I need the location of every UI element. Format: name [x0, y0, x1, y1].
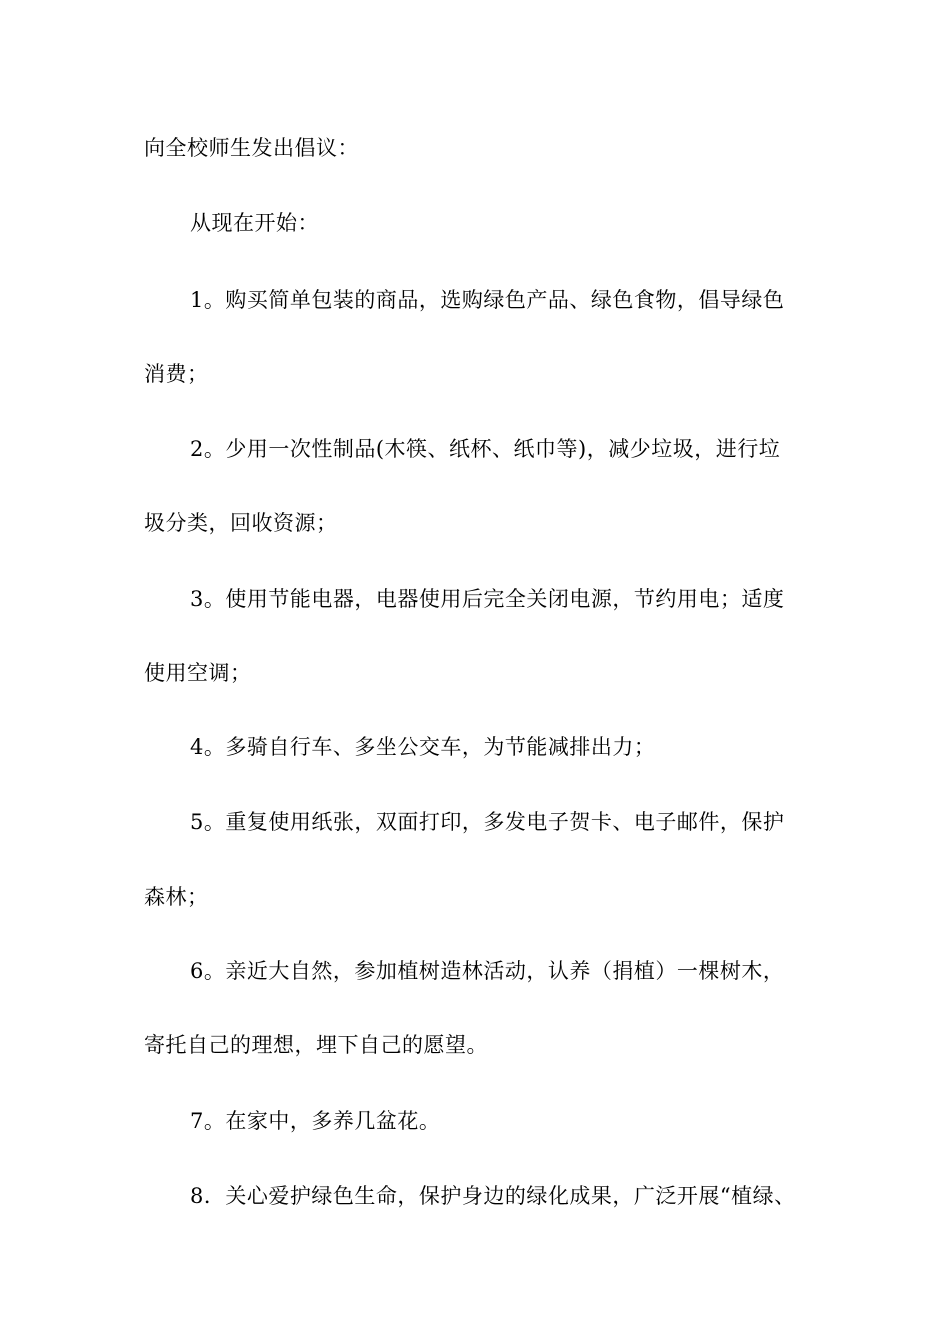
- start-line: 从现在开始：: [190, 211, 319, 235]
- item-5-line-1: 5。重复使用纸张，双面打印，多发电子贺卡、电子邮件，保护: [190, 810, 785, 834]
- item-1-line-1: 1。购买简单包装的商品，选购绿色产品、绿色食物，倡导绿色: [190, 288, 785, 312]
- item-7-line-1: 7。在家中，多养几盆花。: [190, 1109, 441, 1133]
- item-4-line-1: 4。多骑自行车、多坐公交车，为节能减排出力；: [190, 735, 656, 759]
- item-3-line-1: 3。使用节能电器，电器使用后完全关闭电源，节约用电；适度: [190, 587, 785, 611]
- item-1-line-2: 消费；: [144, 362, 209, 386]
- item-3-line-2: 使用空调；: [144, 661, 252, 685]
- item-2-line-2: 圾分类，回收资源；: [144, 511, 338, 535]
- item-5-line-2: 森林；: [144, 885, 209, 909]
- item-2-line-1: 2。少用一次性制品(木筷、纸杯、纸巾等)，减少垃圾，进行垃: [190, 437, 781, 461]
- item-8-line-1: 8．关心爱护绿色生命，保护身边的绿化成果，广泛开展“植绿、: [190, 1184, 796, 1208]
- item-6-line-2: 寄托自己的理想，埋下自己的愿望。: [144, 1033, 488, 1057]
- intro-line: 向全校师生发出倡议：: [144, 136, 359, 160]
- item-6-line-1: 6。亲近大自然，参加植树造林活动，认养（捐植）一棵树木，: [190, 959, 785, 983]
